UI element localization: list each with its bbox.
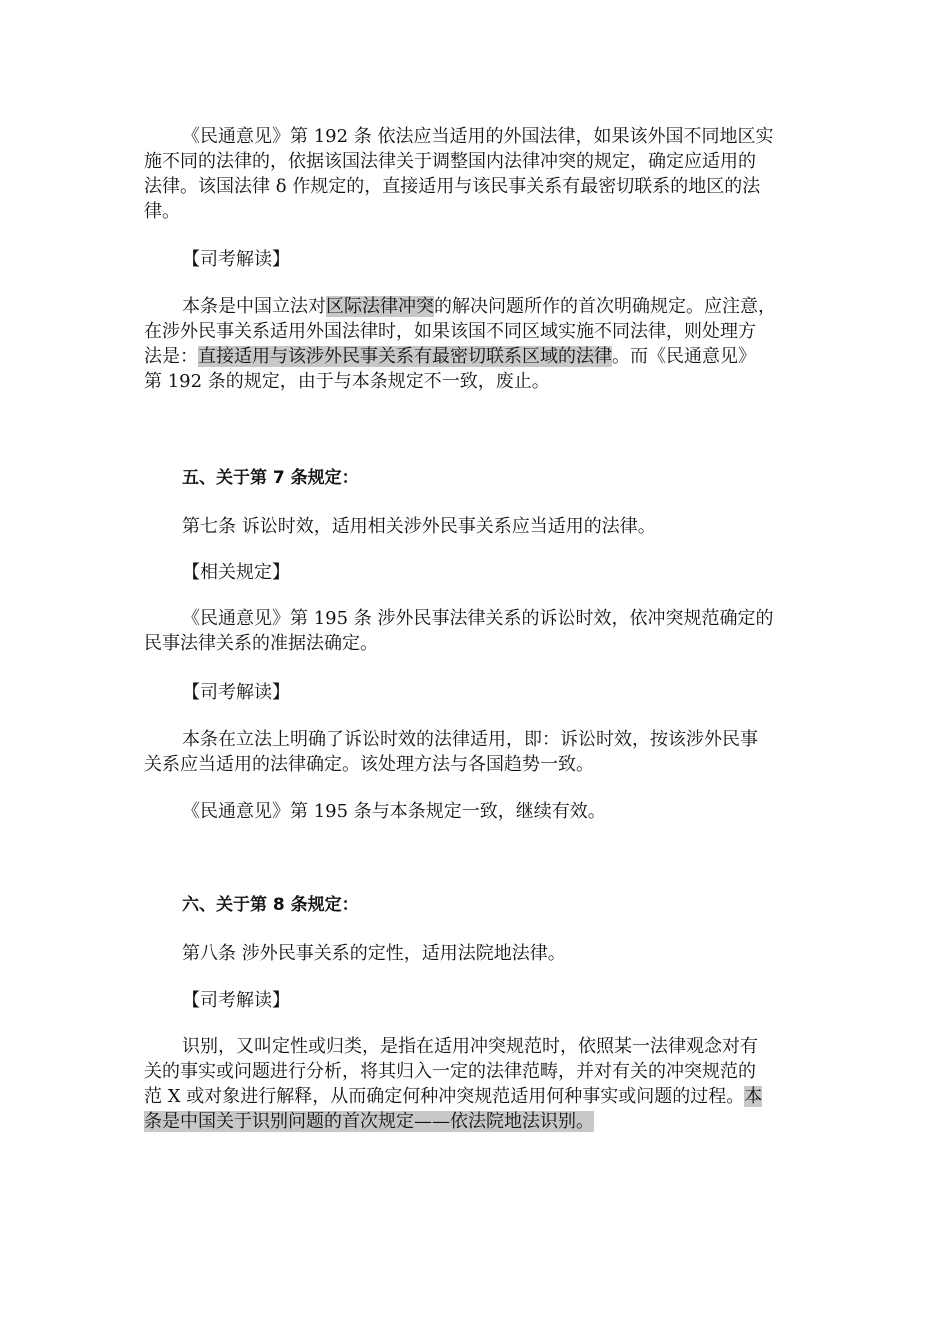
section-label-interpretation: 【司考解读】 <box>182 990 290 1011</box>
text-line: 在涉外民事关系适用外国法律时，如果该国不同区域实施不同法律，则处理方 <box>144 321 756 342</box>
paragraph-192-quote <box>144 124 806 224</box>
text-run: 的解决问题所作的首次明确规定。应注意， <box>434 296 776 317</box>
section-label-interpretation: 【司考解读】 <box>182 249 290 270</box>
text-line: 关的事实或问题进行分析，将其归入一定的法律范畴，并对有关的冲突规范的 <box>144 1061 756 1082</box>
paragraph-interpretation-art8 <box>144 1034 806 1134</box>
paragraph-195-validity: 《民通意见》第 195 条与本条规定一致，继续有效。 <box>182 801 606 822</box>
text-line: 法律。该国法律 δ 作规定的，直接适用与该民事关系有最密切联系的地区的法 <box>144 176 761 197</box>
text-run: 本条是中国立法对 <box>182 296 326 317</box>
text-line <box>144 294 806 319</box>
text-run: 法是： <box>144 346 198 367</box>
text-line: 本条在立法上明确了诉讼时效的法律适用，即：诉讼时效，按该涉外民事 <box>182 729 758 750</box>
article-8-text: 第八条 涉外民事关系的定性，适用法院地法律。 <box>182 943 566 964</box>
text-run: 。而《民通意见》 <box>612 346 756 367</box>
text-line: 关系应当适用的法律确定。该处理方法与各国趋势一致。 <box>144 754 594 775</box>
highlighted-text: 直接适用与该涉外民事关系有最密切联系区域的法律 <box>198 346 612 367</box>
text-line: 《民通意见》第 192 条 依法应当适用的外国法律，如果该外国不同地区实 <box>182 126 774 147</box>
text-line: 第 192 条的规定，由于与本条规定不一致，废止。 <box>144 371 550 392</box>
text-line: 识别，又叫定性或归类，是指在适用冲突规范时，依照某一法律观念对有 <box>182 1036 758 1057</box>
paragraph-interpretation-art7 <box>144 727 806 777</box>
section-label-interpretation: 【司考解读】 <box>182 682 290 703</box>
text-line <box>144 344 806 369</box>
section-heading-article-8: 六、关于第 8 条规定： <box>182 895 359 915</box>
text-run: 范 X 或对象进行解释，从而确定何种冲突规范适用何种事实或问题的过程。 <box>144 1086 745 1107</box>
text-line <box>144 1109 806 1134</box>
highlighted-text: 区际法律冲突 <box>326 296 434 317</box>
text-line: 《民通意见》第 195 条 涉外民事法律关系的诉讼时效，依冲突规范确定的 <box>182 608 774 629</box>
article-7-text: 第七条 诉讼时效，适用相关涉外民事关系应当适用的法律。 <box>182 516 656 537</box>
paragraph-195-quote <box>144 606 806 656</box>
text-line <box>144 1084 806 1109</box>
section-heading-article-7: 五、关于第 7 条规定： <box>182 468 359 488</box>
highlighted-text: 条是中国关于识别问题的首次规定——依法院地法识别。 <box>144 1111 594 1132</box>
text-line: 民事法律关系的准据法确定。 <box>144 633 378 654</box>
highlighted-text: 本 <box>744 1086 763 1107</box>
section-label-related-provisions: 【相关规定】 <box>182 562 290 583</box>
text-line: 施不同的法律的，依据该国法律关于调整国内法律冲突的规定，确定应适用的 <box>144 151 756 172</box>
paragraph-interpretation-art6 <box>144 294 806 394</box>
text-line: 律。 <box>144 201 180 222</box>
